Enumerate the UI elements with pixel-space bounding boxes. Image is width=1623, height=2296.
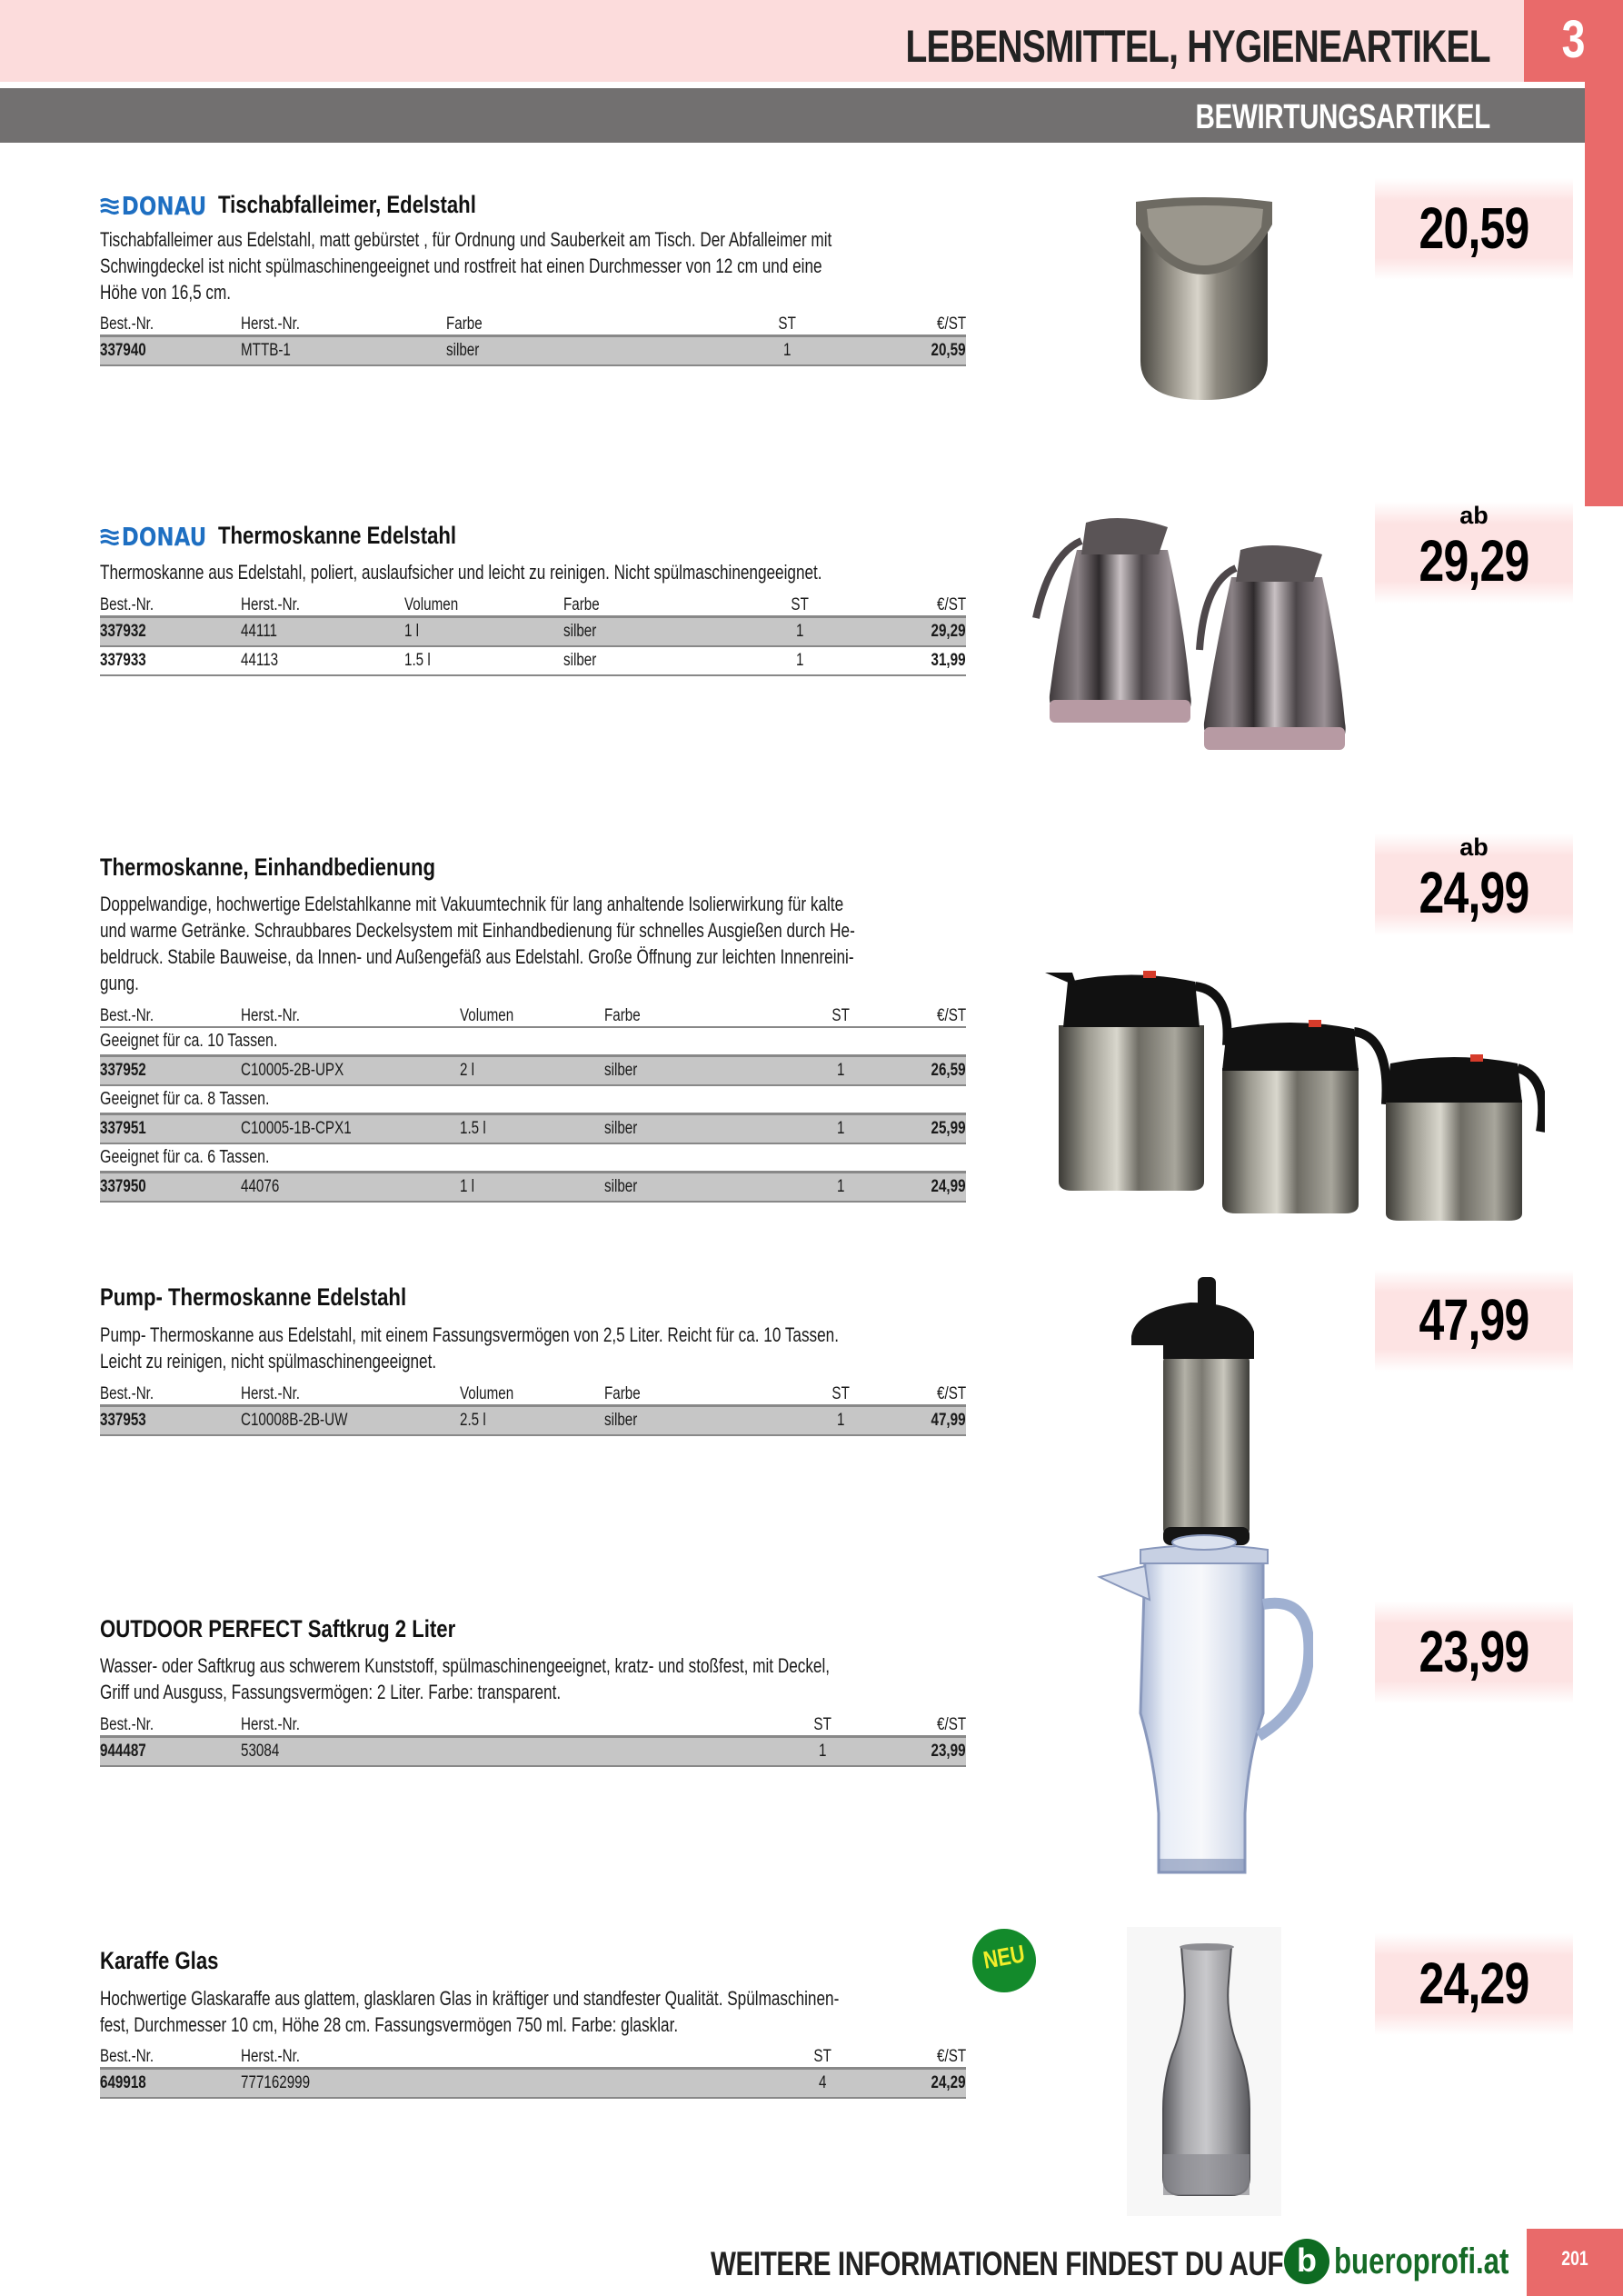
description-line: fest, Durchmesser 10 cm, Höhe 28 cm. Fassungsvermögen 750 ml. Farbe: glasklar. bbox=[100, 2013, 679, 2036]
herst-nr: C10005-2B-UPX bbox=[241, 1061, 344, 1080]
volumen: 1 l bbox=[460, 1177, 475, 1196]
product-title bbox=[100, 522, 456, 552]
row-price: 47,99 bbox=[931, 1411, 966, 1430]
thermos-jugs-image bbox=[1022, 514, 1359, 809]
product-title-text: Karaffe Glas bbox=[100, 1947, 219, 1974]
subcategory-title: BEWIRTUNGSARTIKEL bbox=[1195, 98, 1490, 136]
capacity-note: Geeignet für ca. 8 Tassen. bbox=[100, 1089, 270, 1109]
table-note-row bbox=[100, 1085, 966, 1114]
product-table bbox=[100, 311, 966, 366]
table-header bbox=[100, 1712, 966, 1737]
herst-nr: C10008B-2B-UW bbox=[241, 1411, 348, 1430]
col-best-nr: Best.-Nr. bbox=[100, 1006, 154, 1025]
table-header bbox=[100, 311, 966, 336]
new-badge-text: NEU bbox=[981, 1940, 1027, 1974]
price-label: 47,99 bbox=[1419, 1287, 1529, 1353]
best-nr: 337932 bbox=[100, 622, 146, 641]
best-nr: 337951 bbox=[100, 1119, 146, 1138]
description-line: Doppelwandige, hochwertige Edelstahlkanne mit Vakuumtechnik für lang anhaltende Isolierwirkung für kalte bbox=[100, 893, 844, 915]
price-label: 24,29 bbox=[1419, 1951, 1529, 2016]
row-price: 24,99 bbox=[931, 1177, 966, 1196]
col-best-nr: Best.-Nr. bbox=[100, 595, 154, 614]
product-table bbox=[100, 2043, 966, 2099]
col-farbe: Farbe bbox=[604, 1384, 641, 1403]
best-nr: 944487 bbox=[100, 1742, 146, 1761]
st: 1 bbox=[836, 1119, 845, 1138]
col-price: €/ST bbox=[936, 1006, 966, 1025]
description-line: Wasser- oder Saftkrug aus schwerem Kunststoff, spülmaschinengeeignet, kratz- und stoßfest, mit Deckel, bbox=[100, 1654, 831, 1677]
table-row[interactable] bbox=[100, 1406, 966, 1436]
col-price: €/ST bbox=[936, 314, 966, 334]
row-price: 29,29 bbox=[931, 622, 966, 641]
row-price: 20,59 bbox=[931, 341, 966, 360]
table-row[interactable] bbox=[100, 617, 966, 647]
description-line: Leicht zu reinigen, nicht spülmaschinengeeignet. bbox=[100, 1350, 437, 1373]
col-farbe: Farbe bbox=[563, 595, 600, 614]
col-herst-nr: Herst.-Nr. bbox=[241, 1006, 301, 1025]
col-farbe: Farbe bbox=[604, 1006, 641, 1025]
volumen: 1 l bbox=[404, 622, 420, 641]
table-row[interactable] bbox=[100, 1737, 966, 1767]
best-nr: 337933 bbox=[100, 651, 146, 670]
best-nr: 337940 bbox=[100, 341, 146, 360]
price-box bbox=[1375, 1270, 1573, 1372]
col-price: €/ST bbox=[936, 595, 966, 614]
product-description bbox=[100, 891, 855, 996]
col-price: €/ST bbox=[936, 1384, 966, 1403]
donau-logo-text: DONAU bbox=[121, 191, 207, 222]
best-nr: 337953 bbox=[100, 1411, 146, 1430]
description-line: und warme Getränke. Schraubbares Deckelsystem mit Einhandbedienung für schnelles Ausgießen durch He- bbox=[100, 919, 855, 942]
glass-carafe-image bbox=[1127, 1927, 1281, 2216]
waves-icon bbox=[100, 528, 119, 546]
table-header bbox=[100, 1381, 966, 1406]
volumen: 1.5 l bbox=[460, 1119, 486, 1138]
row-price: 23,99 bbox=[931, 1742, 966, 1761]
product-title-text: OUTDOOR PERFECT Saftkrug 2 Liter bbox=[100, 1615, 456, 1642]
table-note-row bbox=[100, 1143, 966, 1173]
farbe: silber bbox=[604, 1061, 638, 1080]
col-best-nr: Best.-Nr. bbox=[100, 1715, 154, 1734]
product-description bbox=[100, 559, 822, 585]
donau-logo-text: DONAU bbox=[121, 522, 207, 553]
col-herst-nr: Herst.-Nr. bbox=[241, 595, 301, 614]
col-volumen: Volumen bbox=[460, 1384, 514, 1403]
best-nr: 337952 bbox=[100, 1061, 146, 1080]
col-best-nr: Best.-Nr. bbox=[100, 1384, 154, 1403]
table-row[interactable] bbox=[100, 1114, 966, 1144]
category-title: LEBENSMITTEL, HYGIENEARTIKEL bbox=[905, 21, 1490, 72]
product-title bbox=[100, 1615, 455, 1643]
price-prefix: ab bbox=[1459, 502, 1489, 529]
table-header bbox=[100, 2043, 966, 2069]
product-title-text: Pump- Thermoskanne Edelstahl bbox=[100, 1283, 407, 1311]
product-description bbox=[100, 1322, 839, 1374]
table-row[interactable] bbox=[100, 336, 966, 366]
col-herst-nr: Herst.-Nr. bbox=[241, 2047, 301, 2066]
st: 1 bbox=[795, 651, 804, 670]
herst-nr: C10005-1B-CPX1 bbox=[241, 1119, 352, 1138]
price-prefix: ab bbox=[1459, 834, 1489, 861]
herst-nr: 777162999 bbox=[241, 2073, 311, 2092]
product-table bbox=[100, 1003, 966, 1203]
st: 1 bbox=[795, 622, 804, 641]
page-number: 201 bbox=[1561, 2247, 1588, 2270]
col-volumen: Volumen bbox=[404, 595, 459, 614]
row-price: 31,99 bbox=[931, 651, 966, 670]
table-row[interactable] bbox=[100, 1173, 966, 1203]
product-title bbox=[100, 1283, 406, 1312]
st: 1 bbox=[818, 1742, 827, 1761]
price-label: 29,29 bbox=[1419, 528, 1529, 594]
price-label: 20,59 bbox=[1419, 195, 1529, 261]
capacity-note: Geeignet für ca. 10 Tassen. bbox=[100, 1031, 278, 1051]
farbe: silber bbox=[604, 1177, 638, 1196]
col-herst-nr: Herst.-Nr. bbox=[241, 1384, 301, 1403]
one-hand-thermos-image bbox=[1045, 918, 1545, 1223]
col-farbe: Farbe bbox=[446, 314, 483, 334]
price-box bbox=[1375, 178, 1573, 280]
farbe: silber bbox=[604, 1119, 638, 1138]
description-line: gung. bbox=[100, 972, 139, 994]
price-box bbox=[1375, 834, 1573, 935]
product-description bbox=[100, 1985, 839, 2038]
volumen: 1.5 l bbox=[404, 651, 431, 670]
st: 1 bbox=[782, 341, 792, 360]
description-line: Schwingdeckel ist nicht spülmaschinengeeignet und rostfreit hat einen Durchmesser von 12 cm und eine bbox=[100, 255, 822, 277]
col-st: ST bbox=[778, 314, 796, 334]
herst-nr: 44076 bbox=[241, 1177, 280, 1196]
farbe: silber bbox=[563, 651, 597, 670]
herst-nr: 53084 bbox=[241, 1742, 280, 1761]
price-box bbox=[1375, 1602, 1573, 1703]
product-description bbox=[100, 1652, 830, 1705]
row-price: 24,29 bbox=[931, 2073, 966, 2092]
price-label: 24,99 bbox=[1419, 860, 1529, 925]
row-price: 25,99 bbox=[931, 1119, 966, 1138]
table-row[interactable] bbox=[100, 646, 966, 675]
description-line: Thermoskanne aus Edelstahl, poliert, auslaufsicher und leicht zu reinigen. Nicht spülmaschinengeeignet. bbox=[100, 561, 822, 584]
col-st: ST bbox=[831, 1384, 850, 1403]
price-label: 23,99 bbox=[1419, 1619, 1529, 1684]
price-box bbox=[1375, 502, 1573, 604]
footer-url-link[interactable]: bueroprofi.at bbox=[1334, 2241, 1509, 2281]
product-title-text: Thermoskanne Edelstahl bbox=[218, 522, 457, 549]
description-line: Tischabfalleimer aus Edelstahl, matt gebürstet , für Ordnung und Sauberkeit am Tisch. Der Abfalleimer mit bbox=[100, 228, 832, 251]
col-st: ST bbox=[813, 1715, 831, 1734]
farbe: silber bbox=[604, 1411, 638, 1430]
chapter-side-strip bbox=[1585, 82, 1623, 506]
donau-logo bbox=[100, 191, 206, 221]
chapter-number: 3 bbox=[1561, 10, 1586, 69]
product-table bbox=[100, 1381, 966, 1436]
best-nr: 649918 bbox=[100, 2073, 146, 2092]
description-line: Höhe von 16,5 cm. bbox=[100, 281, 232, 304]
col-herst-nr: Herst.-Nr. bbox=[241, 1715, 301, 1734]
herst-nr: 44113 bbox=[241, 651, 279, 670]
waves-icon bbox=[100, 197, 119, 215]
col-st: ST bbox=[831, 1006, 850, 1025]
st: 1 bbox=[836, 1061, 845, 1080]
product-title-text: Thermoskanne, Einhandbedienung bbox=[100, 854, 436, 881]
capacity-note: Geeignet für ca. 6 Tassen. bbox=[100, 1147, 270, 1167]
best-nr: 337950 bbox=[100, 1177, 146, 1196]
product-title-text: Tischabfalleimer, Edelstahl bbox=[218, 191, 476, 218]
col-st: ST bbox=[791, 595, 809, 614]
st: 1 bbox=[836, 1411, 845, 1430]
table-note-row bbox=[100, 1027, 966, 1056]
juice-pitcher-image bbox=[1095, 1504, 1313, 1886]
description-line: beldruck. Stabile Bauweise, da Innen- und Außengefäß aus Edelstahl. Große Öffnung zur leichten Innenreini- bbox=[100, 945, 854, 968]
col-volumen: Volumen bbox=[460, 1006, 514, 1025]
volumen: 2 l bbox=[460, 1061, 475, 1080]
footer-text: WEITERE INFORMATIONEN FINDEST DU AUF bbox=[711, 2245, 1284, 2282]
price-box bbox=[1375, 1933, 1573, 2035]
table-row[interactable] bbox=[100, 1056, 966, 1086]
product-title bbox=[100, 854, 435, 882]
product-title bbox=[100, 191, 476, 221]
col-best-nr: Best.-Nr. bbox=[100, 2047, 154, 2066]
st: 4 bbox=[818, 2073, 827, 2092]
col-st: ST bbox=[813, 2047, 831, 2066]
donau-logo bbox=[100, 522, 206, 552]
st: 1 bbox=[836, 1177, 845, 1196]
product-description bbox=[100, 226, 831, 305]
product-title bbox=[100, 1947, 218, 1975]
volumen: 2.5 l bbox=[460, 1411, 486, 1430]
bueroprofi-logo-letter: b bbox=[1297, 2241, 1317, 2279]
herst-nr: MTTB-1 bbox=[241, 341, 291, 360]
col-price: €/ST bbox=[936, 2047, 966, 2066]
table-header bbox=[100, 1003, 966, 1027]
farbe: silber bbox=[563, 622, 597, 641]
description-line: Pump- Thermoskanne aus Edelstahl, mit einem Fassungsvermögen von 2,5 Liter. Reicht für ca. 10 Tassen. bbox=[100, 1323, 839, 1346]
farbe: silber bbox=[446, 341, 480, 360]
description-line: Griff und Ausguss, Fassungsvermögen: 2 Liter. Farbe: transparent. bbox=[100, 1681, 562, 1703]
waste-bin-image bbox=[1127, 193, 1281, 402]
herst-nr: 44111 bbox=[241, 622, 278, 641]
table-header bbox=[100, 592, 966, 617]
col-best-nr: Best.-Nr. bbox=[100, 314, 154, 334]
product-table bbox=[100, 592, 966, 676]
col-price: €/ST bbox=[936, 1715, 966, 1734]
description-line: Hochwertige Glaskaraffe aus glattem, glasklaren Glas in kräftiger und standfester Qualität. Spülmaschinen- bbox=[100, 1987, 840, 2010]
product-table bbox=[100, 1712, 966, 1767]
row-price: 26,59 bbox=[931, 1061, 966, 1080]
col-herst-nr: Herst.-Nr. bbox=[241, 314, 301, 334]
table-row[interactable] bbox=[100, 2069, 966, 2099]
